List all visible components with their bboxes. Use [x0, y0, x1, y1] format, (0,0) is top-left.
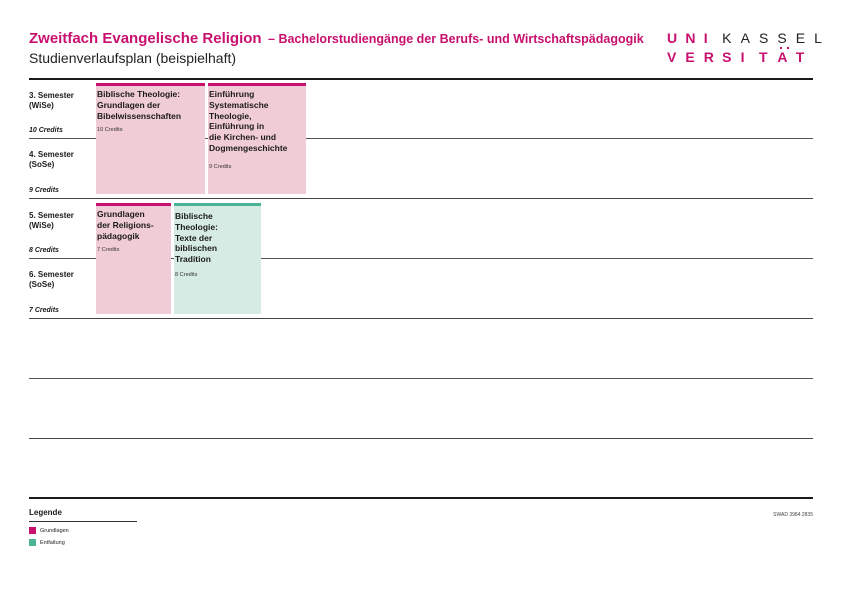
- semester-credits-4: 9 Credits: [29, 187, 59, 194]
- course-biblische-theologie-grundlagen: [96, 83, 205, 194]
- course-title: Biblische Theologie: Texte der biblischen Tradition: [175, 211, 218, 265]
- university-logo-row1: U N I K A S S E L: [667, 30, 822, 46]
- row-divider: [29, 438, 813, 439]
- year-divider: [29, 318, 813, 319]
- semester-label-3: 3. Semester (WiSe): [29, 91, 74, 110]
- category-bar: [174, 203, 261, 206]
- title-main: Zweitfach Evangelische Religion: [29, 30, 262, 47]
- row-divider: [29, 378, 813, 379]
- page-subtitle: Studienverlaufsplan (beispielhaft): [29, 50, 237, 66]
- year-divider: [29, 198, 813, 199]
- category-bar: [96, 203, 171, 206]
- legend-title: Legende: [29, 508, 62, 517]
- semester-label-4: 4. Semester (SoSe): [29, 150, 74, 169]
- course-grundlagen-religionspaedagogik: [96, 203, 171, 314]
- title-subtitle-program: – Bachelorstudiengänge der Berufs- und Wirtschaftspädagogik: [268, 32, 644, 46]
- semester-credits-5: 8 Credits: [29, 247, 59, 254]
- course-einfuehrung-systematische-theologie: [208, 83, 306, 194]
- legend-label-entfaltung: Entfaltung: [40, 540, 65, 546]
- semester-label-5: 5. Semester (WiSe): [29, 211, 74, 230]
- category-bar: [96, 83, 205, 86]
- legend-label-grundlagen: Grundlagen: [40, 528, 69, 534]
- course-title: Einführung Systematische Theologie, Einführung in die Kirchen- und Dogmengeschichte: [209, 89, 288, 153]
- document-code: SWAD 3984 2835: [773, 512, 813, 518]
- semester-label-6: 6. Semester (SoSe): [29, 270, 74, 289]
- legend-swatch-entfaltung: [29, 539, 36, 546]
- course-credits: 8 Credits: [175, 272, 198, 278]
- category-bar: [208, 83, 306, 86]
- course-credits: 9 Credits: [209, 164, 232, 170]
- course-biblische-theologie-texte: [174, 203, 261, 314]
- course-title: Grundlagen der Religions- pädagogik: [97, 209, 154, 241]
- course-title: Biblische Theologie: Grundlagen der Bibelwissenschaften: [97, 89, 182, 121]
- page-title: [29, 30, 644, 48]
- legend-swatch-grundlagen: [29, 527, 36, 534]
- course-credits: 10 Credits: [97, 127, 123, 133]
- semester-credits-3: 10 Credits: [29, 127, 63, 134]
- header-divider: [29, 78, 813, 80]
- university-logo-row2: V E R S I T A T: [667, 49, 805, 65]
- legend-divider: [29, 521, 137, 522]
- course-credits: 7 Credits: [97, 247, 120, 253]
- footer-divider: [29, 497, 813, 499]
- semester-credits-6: 7 Credits: [29, 307, 59, 314]
